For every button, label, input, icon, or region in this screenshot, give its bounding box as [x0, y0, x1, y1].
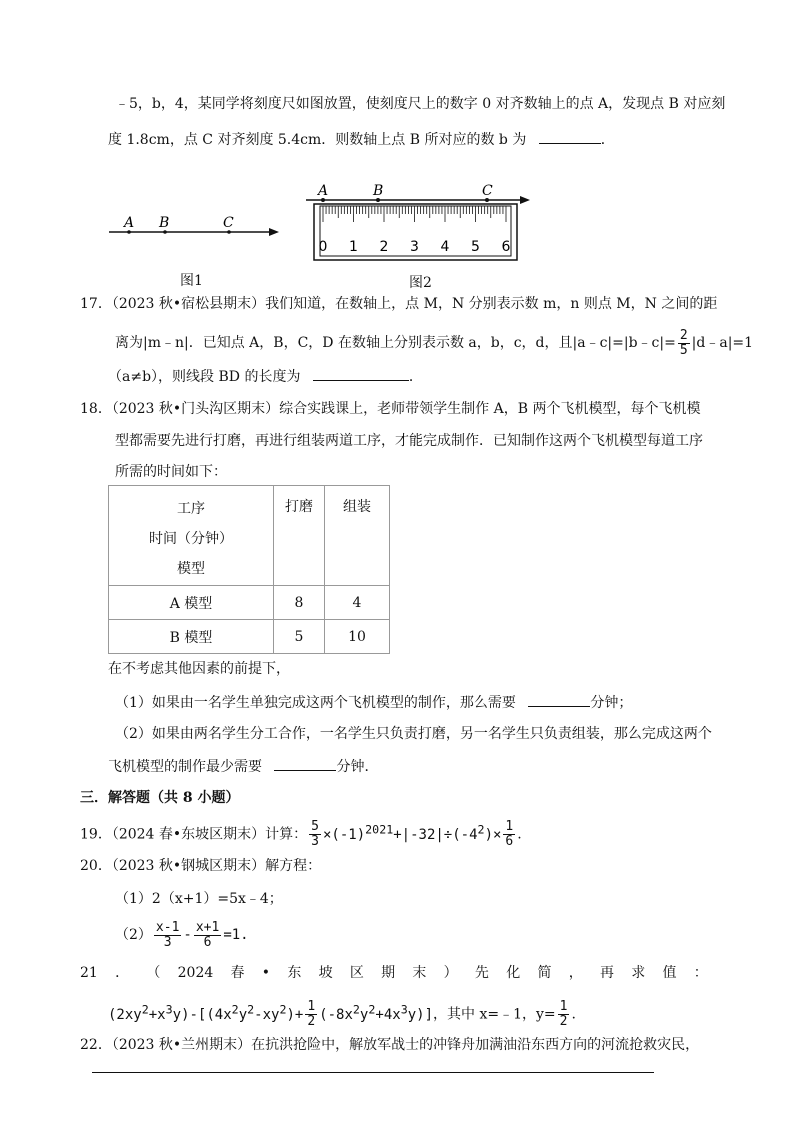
q21-src: 再 — [599, 965, 614, 981]
q17-fraction — [678, 329, 690, 358]
q17-line1 — [80, 294, 717, 314]
q21-src: 2024 — [177, 965, 214, 981]
q22-line1 — [80, 1035, 699, 1055]
ruler-number: 3 — [410, 239, 419, 255]
q17-line2 — [115, 328, 753, 358]
q18-premise: 在不考虑其他因素的前提下， — [108, 661, 290, 677]
section-3-title: 三．解答题（共 8 小题） — [80, 790, 240, 806]
q17-line1-text: （2023 秋•宿松县期末）我们知道，在数轴上，点 M，N 分别表示数 m，n 则点 M，N 之间的距 — [111, 296, 718, 312]
q21-number: 21 — [80, 965, 98, 981]
q18-number: 18． — [80, 401, 112, 417]
q21-src: 求 — [631, 965, 646, 981]
q19-expr: $\times(-1)^{2021}+|-32|\div(-4^2)\times$ — [323, 822, 502, 843]
figure-2-ruler — [300, 180, 540, 265]
q19-line — [80, 812, 522, 852]
ruler-number: 4 — [440, 239, 450, 255]
q19-source: （2024 春•东坡区期末）计算： — [111, 826, 308, 843]
fig1-label-a: A — [124, 215, 135, 231]
fig1-caption: 图1 — [180, 273, 203, 289]
q20-frac-a: $\frac{x-1}{3}$ — [155, 919, 180, 950]
table-corner-header — [109, 486, 274, 586]
row-label-b: B 模型 — [109, 620, 274, 654]
cell-a-polish: 8 — [274, 586, 325, 620]
col-header-polish: 打磨 — [274, 486, 325, 586]
q21-condition: ，其中 x=﹣1，y= — [433, 1006, 556, 1023]
q17-frac-num: 2 — [679, 327, 688, 343]
q21-src: ： — [693, 965, 708, 981]
q21-expression — [108, 990, 576, 1034]
q17-line2-b: |d﹣a|=1 — [691, 335, 754, 351]
q21-src: 末 — [412, 965, 427, 981]
q20-line — [80, 856, 321, 876]
q18-sub1-end: 分钟； — [590, 695, 633, 711]
q21-expr-part2: $(-8x^2y^2+4x^3y)$] — [319, 1002, 434, 1023]
q17-line3-text: （a≠b），则线段 BD 的长度为 — [108, 369, 301, 385]
q21-dot: ． — [115, 965, 130, 981]
q21-frac-y: $\frac{1}{2}$ — [559, 999, 568, 1030]
q17-answer-blank[interactable] — [313, 366, 409, 381]
footer-rule — [92, 1072, 654, 1073]
q19-frac-2: $\frac{1}{6}$ — [505, 819, 514, 850]
q18-line1-text: （2023 秋•门头沟区期末）综合实践课上，老师带领学生制作 A，B 两个飞机模型，每个飞机模 — [111, 401, 701, 417]
q19-number: 19． — [80, 826, 112, 843]
corner-line-1: 工序 — [177, 501, 205, 517]
q18-sub2-blank[interactable] — [274, 756, 336, 771]
figure-1-number-line — [105, 210, 285, 250]
q21-src: 春 — [230, 965, 245, 981]
q17-line3-end: ． — [408, 369, 423, 385]
q19-end: . — [517, 826, 522, 843]
cell-a-assemble: 4 — [325, 586, 390, 620]
q20-minus: - — [183, 927, 192, 943]
q21-src: 简 — [537, 965, 552, 981]
q18-line1 — [80, 399, 700, 419]
q21-src: 值 — [662, 965, 677, 981]
q17-line3 — [108, 366, 423, 387]
q16-line2-text: 度 1.8cm，点 C 对齐刻度 5.4cm．则数轴上点 B 所对应的数 b 为 — [108, 132, 527, 148]
ruler-number: 2 — [379, 239, 389, 255]
q20-number: 20． — [80, 858, 112, 874]
q18-sub2-end: 分钟． — [336, 759, 379, 775]
q18-time-table — [108, 485, 390, 654]
q20-sub1: （1）2（x+1）=5x﹣4； — [115, 891, 283, 907]
q21-line1 — [80, 963, 708, 983]
fig2-label-b: B — [373, 183, 384, 199]
ruler-number: 6 — [501, 239, 511, 255]
ruler-number: 0 — [318, 239, 328, 255]
q17-frac-den: 5 — [679, 342, 688, 358]
q21-src: 东 — [287, 965, 302, 981]
fig2-caption: 图2 — [409, 275, 432, 291]
q21-expr-part1: $(2xy^2+x^3y)-[(4x^2y^2-xy^2)+$ — [108, 1002, 304, 1023]
q21-src: 坡 — [318, 965, 333, 981]
q21-src: 先 — [474, 965, 489, 981]
q16-line2 — [108, 129, 615, 150]
q16-line1: ﹣5，b，4，某同学将刻度尺如图放置，使刻度尺上的数字 0 对齐数轴上的点 A，发现点 B 对应刻 — [115, 96, 726, 112]
q21-src: 区 — [349, 965, 364, 981]
q21-src: 化 — [506, 965, 521, 981]
q21-src: ， — [568, 965, 583, 981]
q18-sub2-line1: （2）如果由两名学生分工合作，一名学生只负责打磨，另一名学生只负责组装，那么完成这两个 — [115, 726, 712, 742]
q20-source: （2023 秋•钢城区期末）解方程： — [111, 858, 322, 874]
q22-line1-text: （2023 秋•兰州期末）在抗洪抢险中，解放军战士的冲锋舟加满油沿东西方向的河流抢救灾民， — [111, 1037, 700, 1053]
q21-src: • — [261, 965, 271, 981]
row-label-a: A 模型 — [109, 586, 274, 620]
ruler-number: 1 — [349, 239, 358, 255]
q16-line2-end: ． — [600, 132, 615, 148]
q20-sub2-prefix: （2） — [115, 927, 152, 943]
q18-sub1-blank[interactable] — [528, 692, 590, 707]
cell-b-polish: 5 — [274, 620, 325, 654]
ruler-number: 5 — [471, 239, 480, 255]
q18-sub2-text: 飞机模型的制作最少需要 — [108, 759, 262, 775]
cell-b-assemble: 10 — [325, 620, 390, 654]
corner-line-3: 模型 — [177, 561, 205, 577]
q20-sub2 — [115, 918, 249, 952]
q21-cond-end: . — [571, 1006, 576, 1023]
q18-line3: 所需的时间如下： — [115, 464, 227, 480]
q18-line2: 型都需要先进行打磨，再进行组装两道工序，才能完成制作．已知制作这两个飞机模型每道工序 — [115, 433, 703, 449]
fig2-label-c: C — [482, 183, 493, 199]
q17-line2-a: 离为|m﹣n|．已知点 A，B，C，D 在数轴上分别表示数 a，b，c，d，且|a﹣c|=|b﹣c|= — [115, 335, 676, 351]
col-header-assemble: 组装 — [325, 486, 390, 586]
q16-answer-blank[interactable] — [539, 129, 601, 144]
fig2-label-a: A — [318, 183, 329, 199]
q20-frac-b: $\frac{x+1}{6}$ — [195, 919, 220, 950]
q22-number: 22． — [80, 1037, 112, 1053]
q18-sub1-text: （1）如果由一名学生单独完成这两个飞机模型的制作，那么需要 — [115, 695, 516, 711]
fig1-label-c: C — [223, 215, 234, 231]
corner-line-2: 时间（分钟） — [149, 531, 233, 547]
q21-src: ） — [443, 965, 458, 981]
q21-frac-half: $\frac{1}{2}$ — [307, 999, 316, 1030]
q18-sub2-line2 — [108, 756, 378, 777]
q19-frac-1: $\frac{5}{3}$ — [311, 819, 319, 850]
q18-sub1 — [115, 692, 632, 713]
fig1-label-b: B — [159, 215, 170, 231]
q20-sub2-end: =1. — [223, 927, 249, 943]
q21-src: 期 — [381, 965, 396, 981]
q17-number: 17． — [80, 296, 112, 312]
q21-src: （ — [146, 965, 161, 981]
